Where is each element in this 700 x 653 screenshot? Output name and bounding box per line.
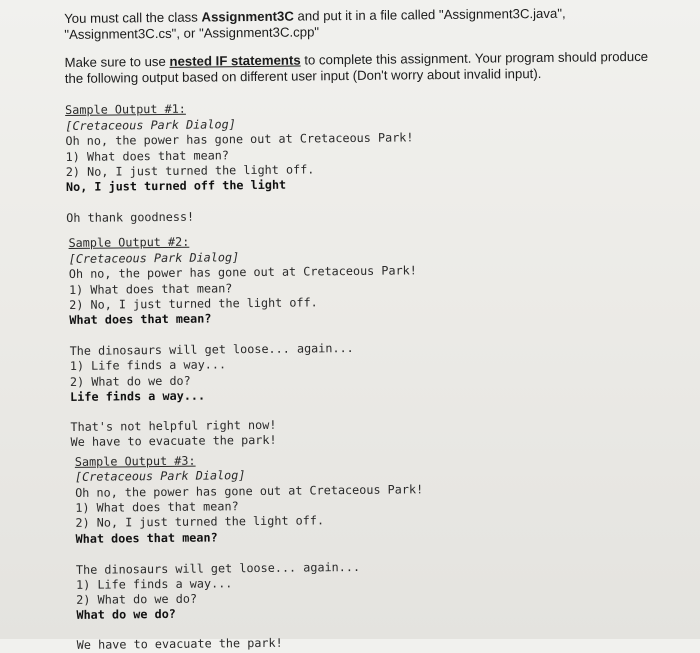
dialog-line: We have to evacuate the park! xyxy=(76,635,283,652)
dialog-line: 1) What does that mean? xyxy=(65,148,230,164)
dialog-line: [Cretaceous Park Dialog] xyxy=(65,117,236,133)
dialog-line: Oh no, the power has gone out at Cretaceous Park! xyxy=(68,263,417,281)
user-input-line: What does that mean? xyxy=(69,311,212,327)
dialog-line: The dinosaurs will get loose... again... xyxy=(69,340,354,358)
dialog-line: That's not helpful right now! xyxy=(70,417,277,434)
dialog-line: 1) Life finds a way... xyxy=(76,576,233,592)
instruction-paragraph-2 xyxy=(65,49,665,87)
dialog-line: 2) No, I just turned the light off. xyxy=(75,513,325,530)
dialog-line: We have to evacuate the park! xyxy=(70,432,277,449)
dialog-line: Oh no, the power has gone out at Cretaceous Park! xyxy=(75,482,424,500)
instruction-paragraph-1 xyxy=(64,5,664,43)
sample-heading: Sample Output #1: xyxy=(65,101,186,117)
instruction-text: Make sure to use xyxy=(64,53,170,70)
nested-if-emphasis: nested IF statements xyxy=(169,52,301,69)
dialog-line: 2) What do we do? xyxy=(69,373,191,389)
dialog-line: 1) What does that mean? xyxy=(68,281,233,297)
dialog-line: [Cretaceous Park Dialog] xyxy=(68,250,240,266)
user-input-line: No, I just turned off the light xyxy=(65,177,287,194)
dialog-line: The dinosaurs will get loose... again... xyxy=(75,559,361,577)
dialog-line: 2) What do we do? xyxy=(76,591,198,607)
instruction-text: to complete this assignment. Your program should produce the following output based on different user input (Don't worry about invalid input). xyxy=(64,48,649,86)
dialog-line: 1) What does that mean? xyxy=(75,499,239,515)
dialog-line: Oh thank goodness! xyxy=(66,209,195,225)
dialog-line: 2) No, I just turned the light off. xyxy=(69,295,318,312)
sample-heading: Sample Output #2: xyxy=(68,234,190,250)
dialog-line: 2) No, I just turned the light off. xyxy=(65,162,315,179)
instruction-text: You must call the class xyxy=(64,9,202,26)
dialog-line: Oh no, the power has gone out at Cretaceous Park! xyxy=(65,130,414,148)
user-input-line: Life finds a way... xyxy=(70,388,206,404)
class-name: Assignment3C xyxy=(201,8,294,25)
user-input-line: What do we do? xyxy=(76,606,176,622)
sample-heading: Sample Output #3: xyxy=(74,453,196,469)
dialog-line: [Cretaceous Park Dialog] xyxy=(74,468,246,484)
instruction-text: and put it in a file called "Assignment3C.java", "Assignment3C.cs", or "Assignment3C.cpp" xyxy=(64,5,566,42)
user-input-line: What does that mean? xyxy=(75,530,218,546)
dialog-line: 1) Life finds a way... xyxy=(69,357,227,373)
